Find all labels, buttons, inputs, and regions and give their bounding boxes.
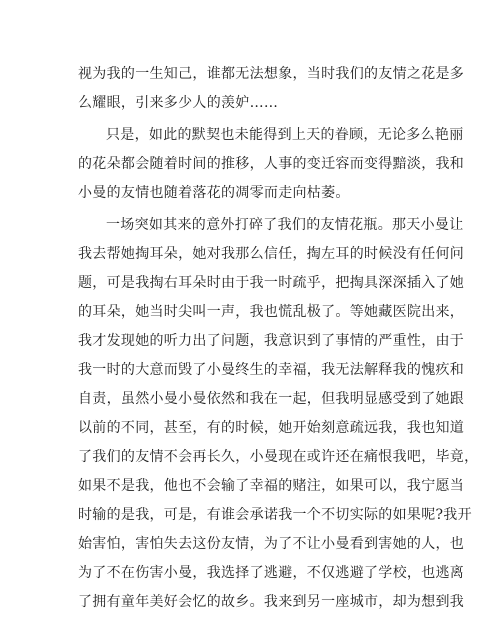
paragraph-line: 只是，如此的默契也未能得到上天的眷顾，无论多么艳丽 <box>106 127 464 143</box>
paragraph-line: 题，可是我掏右耳朵时由于我一时疏乎，把掏具深深插入了她 <box>78 275 465 291</box>
paragraph-1 <box>78 60 465 118</box>
paragraph-line: 自责，虽然小曼小曼依然和我在一起，但我明显感受到了她跟 <box>78 391 465 407</box>
paragraph-line: 小曼的友情也随着落花的凋零而走向枯萎。 <box>78 185 350 201</box>
paragraph-line: 如果不是我，他也不会输了幸福的赌注，如果可以，我宁愿当 <box>78 478 465 494</box>
paragraph-line: 我一时的大意而毁了小曼终生的幸福，我无法解释我的愧疚和 <box>78 362 465 378</box>
paragraph-line: 的花朵都会随着时间的推移，人事的变迁容而变得黯淡，我和 <box>78 156 465 172</box>
paragraph-line: 的耳朵，她当时尖叫一声，我也慌乱极了。等她藏医院出来， <box>78 304 465 320</box>
paragraph-line: 始害怕，害怕失去这份友情，为了不让小曼看到害她的人，也 <box>78 536 465 552</box>
paragraph-line: 时输的是我，可是，有谁会承诺我一个不切实际的如果呢?我开 <box>78 507 472 523</box>
paragraph-line: 我才发现她的听力出了问题，我意识到了事情的严重性，由于 <box>78 333 465 349</box>
paragraph-line: 么耀眼，引来多少人的羡妒…… <box>78 95 279 111</box>
paragraph-line: 以前的不同，甚至，有的时候，她开始刻意疏远我，我也知道 <box>78 420 465 436</box>
paragraph-line: 为了不在伤害小曼，我选择了逃避，不仅逃避了学校，也逃离 <box>78 565 465 581</box>
paragraph-line: 一场突如其来的意外打碎了我们的友情花瓶。那天小曼让 <box>106 217 464 233</box>
paragraph-line: 了我们的友情不会再长久，小曼现在或许还在痛恨我吧，毕竟， <box>78 449 479 465</box>
paragraph-line: 我去帮她掏耳朵，她对我那么信任，掏左耳的时候没有任何问 <box>78 246 465 262</box>
paragraph-2 <box>78 121 465 208</box>
paragraph-line: 视为我的一生知己，谁都无法想象，当时我们的友情之花是多 <box>78 66 465 82</box>
paragraph-3 <box>78 211 479 617</box>
paragraph-line: 了拥有童年美好会忆的故乡。我来到另一座城市，却为想到我 <box>78 594 465 610</box>
